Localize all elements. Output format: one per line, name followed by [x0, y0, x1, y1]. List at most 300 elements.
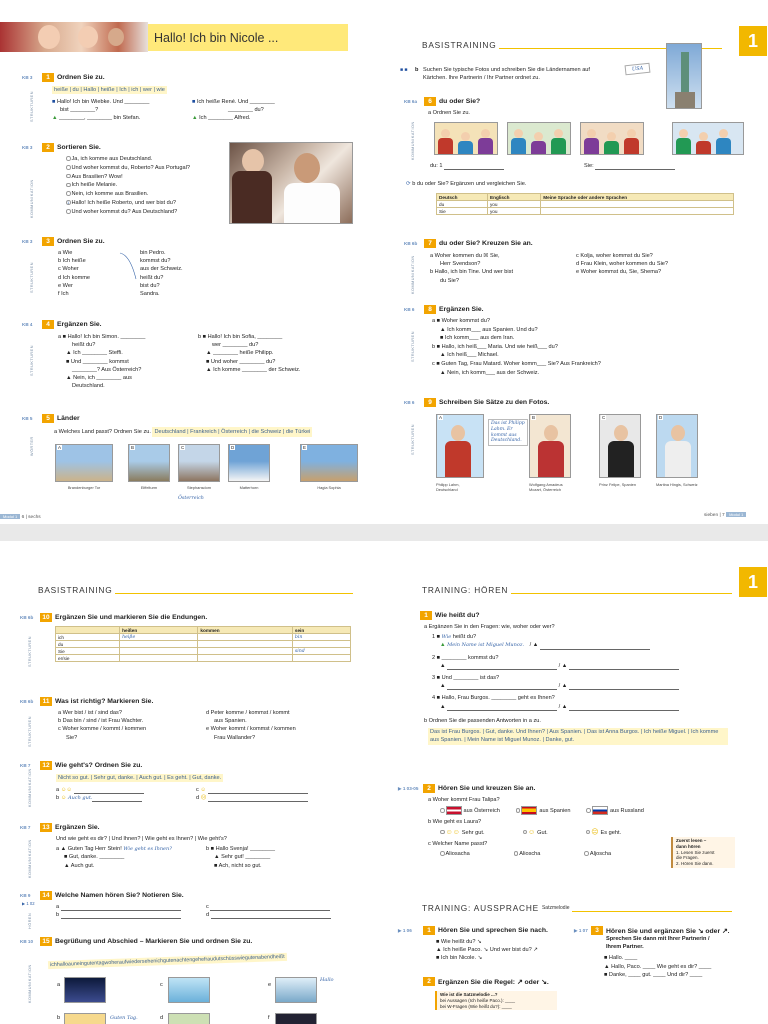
name-option[interactable]: [440, 850, 470, 858]
sie-answer: Sie:: [584, 162, 675, 170]
section-side-label: KOMMUNIKATION: [28, 964, 32, 1003]
option-label: Aliosacha: [445, 851, 470, 857]
exercise-title: Ergänzen Sie.: [57, 321, 102, 328]
smiley-icon: ☹: [591, 828, 599, 836]
audio-track[interactable]: ▶ 1 02: [22, 901, 35, 906]
tip-line: dann hören: [676, 843, 701, 849]
task-text: a Ergänzen Sie in den Fragen: wie, woher oder wer?: [424, 624, 555, 630]
dialog-line: bist ________?: [60, 107, 99, 114]
country-option[interactable]: [516, 806, 571, 815]
kb-ref: KB 6: [404, 307, 415, 312]
photo-letter: B: [532, 415, 536, 420]
section-side-label: STRUKTUREN: [28, 716, 32, 747]
kb-ref: KB 3: [22, 239, 33, 244]
exercise-number: 13: [40, 823, 52, 832]
section-side-label: KOMMUNIKATION: [411, 255, 415, 294]
exercise-number: 12: [40, 761, 52, 770]
dialog-line: ■ Danke, ____ gut. ____ Und dir? ____: [604, 971, 703, 978]
order-circle[interactable]: [66, 209, 71, 214]
exercise-title: Ergänzen Sie die Regel: ↗ oder ↘.: [438, 978, 549, 986]
page-basistraining-2: [0, 541, 384, 1024]
dialog-line: ▲ Ich komme ________ der Schweiz.: [206, 366, 301, 373]
table-cell: du: [56, 641, 120, 648]
wave-image: [275, 977, 317, 1003]
kb-ref: KB 6b: [20, 699, 34, 704]
options-a: [440, 806, 748, 815]
handwritten-note: Das ist Philipp Lahm. Er kommt aus Deutschland.: [488, 419, 528, 446]
section-side-label: STRUKTUREN: [30, 262, 34, 293]
word-bank: heiße | du | Hallo | heiße | Ich | ich | wer | wie: [54, 87, 165, 93]
dialog-line: b ■ Hallo, ich heiß___ Maria. Und wie heiß___ du?: [432, 343, 558, 350]
name-option[interactable]: [584, 850, 611, 858]
exercise-title: Hören Sie und kreuzen Sie an.: [438, 785, 536, 792]
table-cell: ich: [56, 634, 120, 641]
table-cell[interactable]: [292, 641, 350, 648]
dialog-line: b ■ Hallo! Ich bin Sofia, ________: [198, 334, 283, 340]
table-cell[interactable]: [120, 641, 198, 648]
table-header: [56, 627, 120, 634]
landmark-caption: Brandenburger Tor: [67, 485, 101, 490]
exercise-title: Welche Namen hören Sie? Notieren Sie.: [55, 892, 184, 899]
exercise-title: Länder: [57, 415, 80, 422]
choice-line[interactable]: d Peter komme / kommst / kommt: [206, 710, 290, 716]
item-label: a: [57, 982, 61, 988]
table-row: [56, 648, 351, 655]
header-subtitle: Satzmelodie: [541, 905, 570, 911]
order-circle[interactable]: [66, 165, 71, 170]
item-label: c: [160, 982, 163, 988]
rule-line: Wie ist die Satzmelodie ...?: [440, 992, 498, 997]
dialog-line: ▲ Ich heiß___ Michael.: [440, 352, 499, 359]
dialog-line: ■ Wie heißt du? ↘: [436, 939, 482, 945]
dialog-line: Deutschland.: [72, 383, 105, 390]
person-photo: [656, 414, 698, 478]
dialog-list: [604, 954, 754, 979]
photo-letter: E: [303, 445, 307, 450]
exercise-14: KB 9 14 Welche Namen hören Sie? Notieren Sie. ▶ 1 02 a b c d: [20, 891, 370, 919]
landmark-photo: [128, 444, 170, 482]
exercise-number: 10: [40, 613, 52, 622]
exercise-title: Begrüßung und Abschied – Markieren Sie und ordnen Sie zu.: [55, 938, 253, 945]
dialog-line: ▲ ________ heiße Philipp.: [206, 350, 274, 357]
audio-track[interactable]: ▶ 1 03-05: [398, 785, 419, 791]
dialog-line: Hallo! Ich bin Wiebke. Und ________: [56, 99, 150, 105]
exercise-title: Hören Sie und ergänzen Sie ↘ oder ↗.: [606, 927, 730, 935]
hoeren-exercise-1: 1 Wie heißt du? a Ergänzen Sie in den Fragen: wie, woher oder wer? 1 ■ Wie heißt du? ▲ Mein Name ist Miguel Munoz. / ▲ 2 ■ ________ kommst du? ▲ / ▲ 3 ■ Und ________ ist das? ▲ / ▲ 4 ■ Hallo, Frau Burgos. ________ geht es Ihnen? ▲ / ▲ b Ordnen Sie die passenden Antworten in a zu. Das ist Frau Burgos. | Gut, danke. Und Ihnen? | Aus Spanien. | Das ist Anna Burgos. | Ich heiße Miguel. | Ich komme aus Spanien. | Mein Name ist Miguel Munoz. | Danke, gut.: [420, 611, 750, 745]
dialog-line: ________, ________ bin Stefan.: [59, 115, 141, 122]
exercise-number: 1: [423, 926, 435, 935]
exercise-9: [404, 398, 754, 407]
night-image: [64, 977, 106, 1003]
dialog-line: [66, 173, 232, 182]
option-line[interactable]: a Woher kommen du ☒ Sie,: [430, 253, 500, 259]
exercise-title: du oder Sie?: [439, 98, 481, 105]
item-label: f: [268, 1015, 270, 1021]
option-label: Es geht.: [600, 829, 622, 836]
kb-ref: KB 5: [22, 416, 33, 421]
photo-letter: C: [602, 415, 606, 420]
chapter-tab: 1: [739, 567, 767, 597]
radio-circle[interactable]: [523, 830, 528, 835]
aussprache-exercise-1: [398, 926, 573, 963]
option-line[interactable]: e Woher kommst du, Sie, Shema?: [576, 269, 662, 276]
dialog-line: Ich heiße René. Und ________: [196, 99, 275, 105]
table-cell[interactable]: [198, 641, 293, 648]
table-row: [437, 208, 734, 215]
landmark-caption: Eiffelturm: [140, 485, 158, 490]
radio-circle[interactable]: [586, 830, 591, 835]
match-right-item[interactable]: heißt du?: [140, 274, 164, 281]
dialog-line: ■ Ich komm___ aus dem Iran.: [440, 335, 515, 342]
table-header: heißen: [120, 627, 198, 634]
cartoon-scene: [434, 122, 498, 155]
table-cell: Sie: [437, 208, 488, 215]
question: a Woher kommt Frau Talipa?: [428, 797, 500, 803]
exercise-title: Ergänzen Sie und markieren Sie die Endungen.: [55, 614, 208, 621]
dialog-line: wer ________ du?: [212, 342, 259, 349]
dialog-line: ▲ Ich ________ Steffi.: [66, 350, 123, 357]
table-cell: you: [487, 201, 540, 208]
table-cell[interactable]: bin: [292, 634, 350, 641]
table-header: kommen: [198, 627, 293, 634]
kb-ref: KB 7: [20, 763, 31, 768]
exercise-number: 2: [42, 143, 54, 152]
cafe-photo: [229, 142, 353, 224]
exercise-title: Wie heißt du?: [435, 612, 480, 619]
dialog-line: ▲ Ich heiße Paco. ↘ Und wer bist du? ↗: [436, 947, 538, 954]
question: b Wie geht es Laura?: [428, 819, 482, 826]
usa-card: USA: [625, 63, 651, 76]
smiley-icon: ☺: [528, 828, 536, 836]
match-right-item[interactable]: bin Pedro.: [140, 250, 166, 256]
person-caption: Martina Hingis, Schweiz: [656, 482, 698, 487]
dialog-line: [66, 190, 232, 199]
dialog-line: ■ Und woher ________ du?: [206, 358, 276, 365]
kb-ref: KB 3: [22, 145, 33, 150]
table-cell[interactable]: [120, 648, 198, 655]
table-cell[interactable]: [541, 201, 734, 208]
dialog-text: Nein, ich komme aus Brasilien.: [71, 191, 149, 198]
exercise-number: 3: [42, 237, 54, 246]
dialog-line: c ■ Guten Tag, Frau Matard. Woher komm___ Sie? Aus Frankreich?: [432, 360, 601, 367]
option-line[interactable]: b Hallo, ich bin Tine. Und wer bist: [430, 269, 514, 276]
exercise-8: [404, 305, 754, 377]
choice-line: aus Spanien.: [214, 718, 247, 725]
person-photo: [599, 414, 641, 478]
kb-ref: KB 6b: [20, 615, 34, 620]
dialog-line: ▲ Ich komm___ aus Spanien. Und du?: [440, 326, 538, 333]
exercise-number: 2: [423, 977, 435, 986]
dialog-line: ▲ Nein, ich komm___ aus der Schweiz.: [440, 369, 540, 376]
aussprache-header: [422, 903, 732, 913]
header-title: BASISTRAINING: [38, 585, 113, 595]
section-side-label: STRUKTUREN: [411, 424, 415, 455]
exercise-10: [20, 613, 370, 622]
exercise-number: 2: [423, 784, 435, 793]
choice-line[interactable]: e Woher kommt / kommst / kommen: [206, 726, 296, 733]
dialog-text: Ich heiße Melanie.: [71, 182, 118, 189]
country-option[interactable]: [586, 806, 643, 815]
word-snake: ichhalloauneingutentagwoheraufwiedersehenichgutenachtengehefraudutschüsswiegutenabendheißt: [48, 953, 287, 969]
radio-circle[interactable]: [440, 851, 445, 856]
exercise-6: [404, 97, 754, 117]
exercise-15: [20, 937, 370, 946]
chapter-tab: 1: [739, 26, 767, 56]
dialog-line: ________ du?: [228, 107, 264, 114]
person-caption: Philipp Lahm, Deutschland: [436, 482, 460, 492]
table-cell[interactable]: sind: [292, 648, 350, 655]
photo-letter: D: [231, 445, 235, 450]
dialog-line: ▲ Hallo, Paco. ____ Wie geht es dir? ____: [604, 963, 712, 970]
aussprache-exercise-3: ▶ 1 07 3 Hören Sie und ergänzen Sie ↘ oder ↗. Sprechen Sie dann mit Ihrer Partnerin / Ihrem Partner. ■ Hallo. ____ ▲ Hallo, Paco. ____ Wie geht es dir? ____ ■ Danke, ____ gut. ____ Und dir? ____: [574, 926, 754, 979]
photo-letter: C: [181, 445, 185, 450]
exercise-5: [22, 414, 367, 437]
item-label: b: [57, 1015, 61, 1021]
option-line[interactable]: d Frau Klein, woher kommen du Sie?: [576, 261, 669, 268]
table-row: [56, 655, 351, 662]
dialog-line: ________? Aus Österreich?: [72, 366, 142, 373]
handwritten-answer: Wie: [441, 634, 452, 641]
exercise-4: [22, 320, 367, 390]
option-label: aus Spanien: [539, 808, 571, 815]
table-cell[interactable]: heiße: [120, 634, 198, 641]
order-circle[interactable]: [66, 174, 71, 179]
photo-letter: B: [131, 445, 135, 450]
exercise-number: 15: [40, 937, 52, 946]
table-cell[interactable]: [198, 634, 293, 641]
header-title: TRAINING: HÖREN: [422, 585, 509, 595]
page-footer: [0, 514, 41, 520]
table-cell: er/sie: [56, 655, 120, 662]
table-cell: you: [487, 208, 540, 215]
dialog-line: ▲ Nein, ich ________ aus: [66, 375, 132, 382]
page-7: [384, 0, 768, 524]
landmark-photo: [178, 444, 220, 482]
table-cell[interactable]: [292, 655, 350, 662]
option-label: Gut.: [537, 829, 548, 836]
exercise-title: Ergänzen Sie.: [55, 824, 100, 831]
name-option[interactable]: [514, 850, 541, 858]
exercise-number: 1: [420, 611, 432, 620]
exercise-number: 4: [42, 320, 54, 329]
radio-circle[interactable]: [440, 808, 445, 813]
page-footer: [704, 512, 746, 518]
section-side-label: KOMMUNIKATION: [28, 768, 32, 807]
exercise-number: 11: [40, 697, 52, 706]
order-circle[interactable]: 1: [67, 200, 70, 206]
audio-track[interactable]: ▶ 1 07: [574, 927, 588, 933]
exercise-number: 8: [424, 305, 436, 314]
exercise-number: 9: [424, 398, 436, 407]
dialog-list: [436, 938, 573, 963]
kb-ref: KB 10: [20, 939, 34, 944]
flag-icon: [521, 806, 537, 815]
pair-icon: ■ ■: [400, 67, 408, 73]
match-right-item[interactable]: aus der Schweiz.: [140, 266, 183, 273]
dialog-line: ■ Ich bin Nicole. ↘: [436, 955, 483, 962]
match-left-item[interactable]: d Ich komme: [58, 274, 91, 281]
table-header: Englisch: [487, 194, 540, 201]
photo-letter: A: [58, 445, 62, 450]
page-number: 6 | sechs: [21, 515, 41, 520]
cartoon-scene: [672, 122, 744, 155]
dialog-text: Und woher kommst du, Roberto? Aus Portugal?: [71, 164, 190, 171]
module-tab: Modul 1: [0, 514, 20, 519]
exercise-title: Schreiben Sie Sätze zu den Fotos.: [439, 399, 550, 406]
order-circle[interactable]: [66, 191, 71, 196]
person-caption: Wolfgang Amadeus Mozart, Österreich: [529, 482, 563, 492]
exercise-title: du oder Sie? Kreuzen Sie an.: [439, 240, 533, 247]
section-side-label: KOMMUNIKATION: [411, 121, 415, 160]
task-text: Suchen Sie typische Fotos und schreiben Sie die Ländernamen auf Kärtchen. Ihre Partnerin / Ihr Partner ordnet zu.: [422, 67, 590, 82]
morning-image: [64, 1013, 106, 1024]
exercise-number: 3: [591, 926, 603, 935]
dialog-line: a ■ Hallo! Ich bin Simon. ________: [58, 334, 146, 340]
greeting-image: [168, 977, 210, 1003]
match-right-item[interactable]: kommst du?: [140, 258, 171, 265]
du-answer: du: 1: [430, 162, 504, 170]
dialog-list: [432, 317, 754, 377]
header-title: BASISTRAINING: [422, 40, 497, 50]
handwritten-answer: Guten Tag.: [110, 1015, 138, 1021]
rule-line: bei Aussagen (Ich heiße Paco.): ____: [440, 997, 516, 1003]
smiley-icon: ☺☺: [445, 828, 460, 836]
match-right-item[interactable]: bist du?: [140, 282, 160, 289]
conjugation-table: [55, 626, 351, 662]
person-caption: Prinz Felipe, Spanien: [599, 482, 636, 487]
exercise-title: Wie geht's? Ordnen Sie zu.: [55, 762, 143, 769]
tip-line: 1. Lesen Sie zuerst: [676, 849, 715, 855]
language-table: [436, 193, 734, 215]
tip-line: Zuerst lesen –: [676, 838, 707, 843]
table-row: [437, 201, 734, 208]
match-left-item[interactable]: a Wie: [58, 250, 73, 256]
handwritten-answer: Mein Name ist Miguel Munoz.: [447, 642, 525, 649]
order-circle[interactable]: [66, 183, 71, 188]
exercise-6b: ⟳ b du oder Sie? Ergänzen und vergleichen Sie.: [406, 181, 527, 187]
goodbye-image: [168, 1013, 210, 1024]
option-label: aus Russland: [609, 808, 644, 815]
section-side-label: STRUKTUREN: [411, 331, 415, 362]
exercise-title: Hören Sie und sprechen Sie nach.: [438, 927, 548, 934]
table-cell[interactable]: [198, 648, 293, 655]
radio-circle[interactable]: [440, 830, 445, 835]
option-line: Herr Svendson?: [440, 261, 481, 268]
exercise-13: KB 7 13 Ergänzen Sie. Und wie geht es dir? | Und Ihnen? | Wie geht es Ihnen? | Wie geht's? a ▲ Guten Tag Herr Stein! Wie geht es Ihnen? ■ Gut, danke. ________ ▲ Auch gut. b ■ Hallo Svenja! ________ ▲ Sehr gut! ________ ■ Ach, nicht so gut.: [20, 823, 370, 870]
choice-line[interactable]: c Woher komme / kommt / kommen: [58, 726, 147, 733]
dialog-line: ■ Und ________ kommst: [66, 358, 129, 365]
dialog-line: a ■ Woher kommst du?: [432, 318, 490, 324]
mood-option[interactable]: [586, 829, 621, 837]
exercise-12: KB 7 12 Wie geht's? Ordnen Sie zu. Nicht so gut. | Sehr gut, danke. | Auch gut. | Es geht. | Gut, danke. a ☺☺ b ☺ Auch gut. c ☺ d ☹: [20, 761, 370, 802]
person-photo: [436, 414, 484, 478]
header-photo: [0, 22, 148, 52]
order-circle[interactable]: [66, 156, 71, 161]
task-text: b du oder Sie? Ergänzen und vergleichen Sie.: [412, 181, 527, 187]
cartoon-scene: [507, 122, 571, 155]
exercise-2: [22, 143, 232, 217]
dialog-list: [66, 155, 232, 217]
exercise-number: 14: [40, 891, 52, 900]
match-left-item[interactable]: c Woher: [58, 266, 79, 273]
choice-line: Frau Wallander?: [214, 734, 256, 741]
question: c Welcher Name passt?: [428, 840, 488, 847]
exercise-3: [22, 237, 362, 298]
match-left-item[interactable]: b Ich heiße: [58, 258, 86, 265]
exercise-number: 1: [42, 73, 54, 82]
kb-ref: KB 3: [22, 75, 33, 80]
table-cell[interactable]: [198, 655, 293, 662]
option-line[interactable]: c Kolja, woher kommst du Sie?: [576, 253, 653, 259]
choice-line[interactable]: a Wer bist / ist / sind das?: [58, 710, 122, 716]
subtask-label: b: [415, 67, 419, 73]
section-header: [422, 585, 732, 595]
option-label: Sehr gut.: [461, 829, 485, 836]
dialog-text: Hallo! Ich heiße Roberto, und wer bist du?: [71, 199, 176, 206]
exercise-title: Was ist richtig? Markieren Sie.: [55, 698, 154, 705]
strategy-tip-box: [671, 837, 735, 868]
dialog-line: heißt du?: [72, 342, 96, 349]
radio-circle[interactable]: [586, 808, 591, 813]
rule-line: bei W-Fragen (Wie heißt du?): ____: [440, 1003, 512, 1009]
kb-ref: KB 7: [20, 825, 31, 830]
phrase-bank: Und wie geht es dir? | Und Ihnen? | Wie geht es Ihnen? | Wie geht's?: [56, 836, 227, 842]
exercise-title: Ergänzen Sie.: [439, 306, 484, 313]
header-title: TRAINING: AUSSPRACHE: [422, 903, 539, 913]
exercise-11: [20, 697, 370, 742]
mood-option[interactable]: [523, 829, 548, 837]
dialog-text: Aus Brasilien? Wow!: [71, 173, 123, 180]
radio-circle[interactable]: [584, 851, 589, 856]
exercise-number: 7: [424, 239, 436, 248]
mood-option[interactable]: [440, 829, 485, 837]
table-cell: du: [437, 201, 488, 208]
option-label: Alioscha: [519, 851, 541, 857]
kb-ref: KB 9: [20, 893, 31, 898]
radio-circle[interactable]: [514, 851, 519, 856]
option-line[interactable]: du Sie?: [440, 277, 459, 284]
page-6: [0, 0, 384, 524]
exercise-number: 6: [424, 97, 436, 106]
table-cell[interactable]: [120, 655, 198, 662]
match-right-item[interactable]: Sandra.: [140, 291, 160, 298]
rule-box: [435, 991, 557, 1010]
country-option[interactable]: [440, 806, 500, 815]
exercise-title: Ordnen Sie zu.: [57, 74, 105, 81]
option-label: Aljoscha: [589, 851, 612, 857]
tip-line: 2. Hören Sie dann.: [676, 861, 714, 867]
landmark-caption: Hagia Sophia: [317, 485, 341, 490]
table-cell[interactable]: [541, 208, 734, 215]
dialog-text: Und woher kommst du? Aus Deutschland?: [71, 208, 178, 215]
choice-line[interactable]: b Das bin / sind / ist Frau Wachter.: [58, 718, 144, 725]
audio-track[interactable]: ▶ 1 06: [398, 927, 412, 933]
word-bank: Nicht so gut. | Sehr gut, danke. | Auch gut. | Es geht. | Gut, danke.: [58, 775, 222, 781]
handwritten-answer: Österreich: [178, 496, 204, 501]
word-bank: Deutschland | Frankreich | Österreich | die Schweiz | die Türkei: [152, 427, 312, 437]
match-left-item[interactable]: f Ich: [58, 291, 69, 298]
dialog-text: Ja, ich komme aus Deutschland.: [71, 156, 153, 162]
table-header: Meine Sprache oder andere Sprachen: [541, 194, 734, 201]
radio-circle[interactable]: [516, 808, 521, 813]
flag-icon: [592, 806, 608, 815]
task-text: a Welches Land passt? Ordnen Sie zu.: [54, 429, 151, 435]
match-left-item[interactable]: e Wer: [58, 282, 73, 289]
cartoon-scene: [580, 122, 644, 155]
dialog-line: [66, 199, 232, 208]
dialog-line: [66, 181, 232, 190]
landmark-photo: [300, 444, 358, 482]
